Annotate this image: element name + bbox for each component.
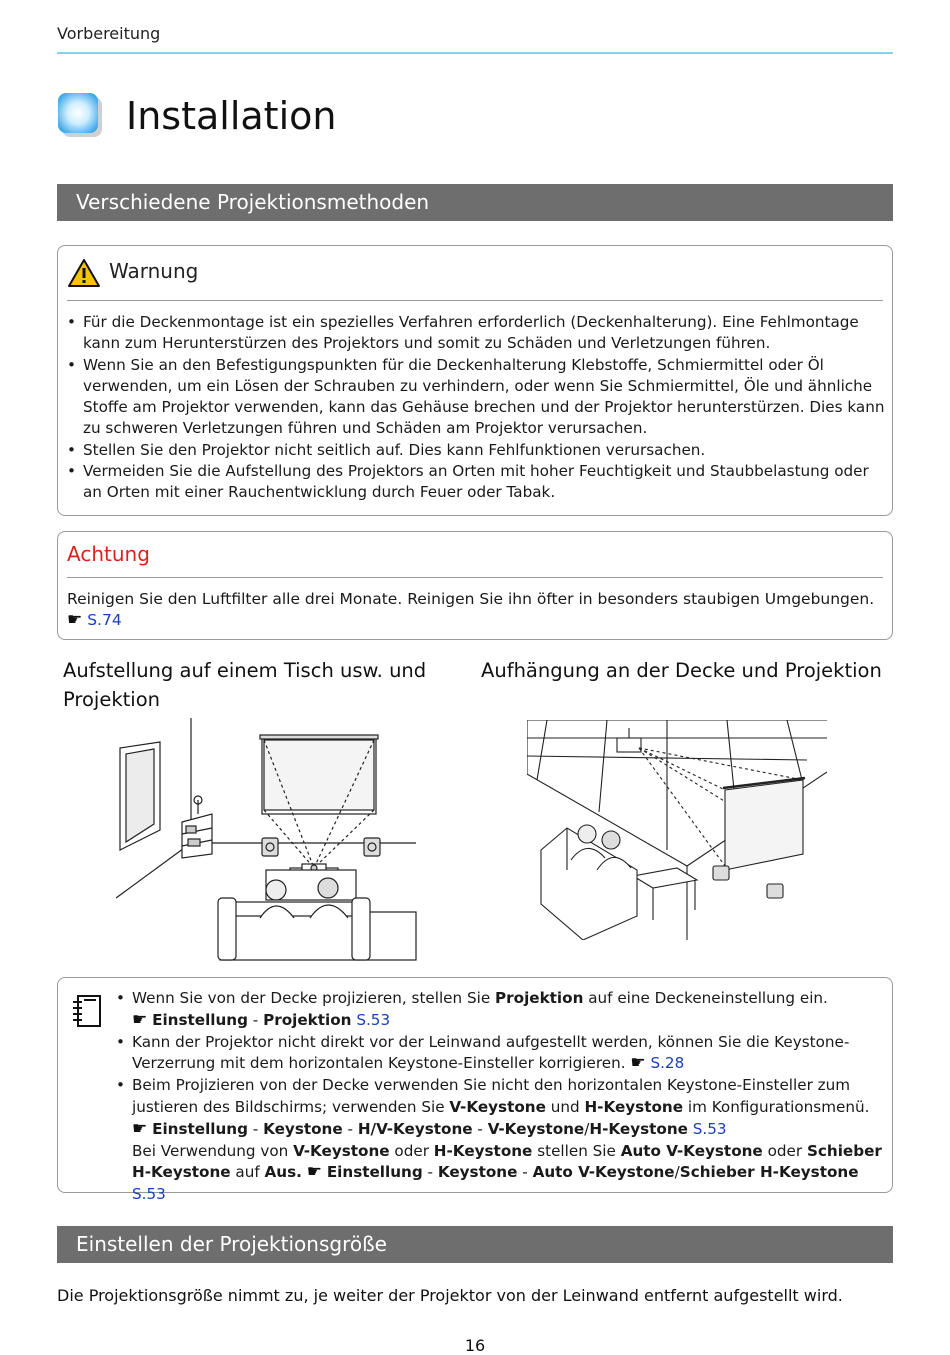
note-text: und — [545, 1097, 585, 1116]
menu-term: V-Keystone — [449, 1097, 546, 1116]
list-item: • Wenn Sie an den Befestigungspunkten für die Deckenhalterung Klebstoffe, Schmiermittel oder Öl verwenden, um ein Lösen der Schrauben zu verhindern, oder wenn Sie Schmiermittel, Öle und ähnliche Stoffe am Projektor verwenden, kann das Gehäuse brechen und der Projektor herunterstürzen. Dies kann zu schweren Verletzungen führen und Schäden am Projektor verursachen. — [67, 355, 885, 440]
page-reference-link[interactable]: S.74 — [87, 611, 122, 630]
warning-title: Warnung — [109, 259, 199, 283]
note-text: Bei Verwendung von — [132, 1141, 294, 1160]
list-item — [116, 1075, 886, 1206]
menu-term: Einstellung — [326, 1163, 423, 1182]
menu-term: H-Keystone — [433, 1141, 533, 1160]
note-text: Wenn Sie von der Decke projizieren, stellen Sie — [132, 989, 496, 1007]
page-reference-link[interactable]: S.53 — [692, 1119, 727, 1138]
page-number: 16 — [464, 1336, 486, 1355]
menu-term: Keystone — [437, 1163, 518, 1182]
menu-term: Schieber H-Keystone — [679, 1163, 859, 1182]
warning-list — [67, 312, 885, 504]
page-reference-link[interactable]: S.53 — [356, 1010, 391, 1029]
pointing-hand-icon: ☛ — [306, 1162, 322, 1183]
page-title: Installation — [126, 94, 337, 138]
pointing-hand-icon: ☛ — [67, 610, 83, 631]
page-reference-link[interactable]: S.53 — [132, 1185, 166, 1204]
caution-text — [67, 589, 885, 632]
chapter-header: Vorbereitung — [57, 24, 161, 43]
caution-box — [57, 531, 893, 640]
menu-term: H/V-Keystone — [357, 1119, 473, 1138]
list-item: • Für die Deckenmontage ist ein spezielles Verfahren erforderlich (Deckenhalterung). Eine Fehlmontage kann zum Herunterstürzen des Projektors und somit zu Schäden und Verletzungen führen. — [67, 312, 885, 355]
pointing-hand-icon: ☛ — [132, 1118, 148, 1139]
menu-separator: - — [247, 1119, 264, 1138]
menu-term: H-Keystone — [589, 1119, 688, 1138]
menu-separator: / — [674, 1163, 680, 1182]
menu-term: V-Keystone — [293, 1141, 390, 1160]
note-text: stellen Sie — [532, 1141, 621, 1160]
section-header-projection-size: Einstellen der Projektionsgröße — [57, 1226, 893, 1263]
body-paragraph: Die Projektionsgröße nimmt zu, je weiter der Projektor von der Leinwand entfernt aufgestellt wird. — [57, 1286, 843, 1305]
header-rule — [57, 52, 893, 54]
menu-term: H-Keystone — [584, 1097, 684, 1116]
menu-separator: - — [472, 1119, 488, 1138]
warning-divider — [67, 300, 883, 301]
note-text: auf — [230, 1163, 265, 1182]
menu-separator: - — [422, 1163, 438, 1182]
menu-term: Auto V-Keystone — [532, 1163, 675, 1182]
ceiling-projection-heading: Aufhängung an der Decke und Projektion — [481, 659, 882, 682]
menu-term: Projektion — [263, 1010, 352, 1029]
note-text: im Konfigurationsmenü. — [683, 1097, 870, 1116]
table-projection-heading: Aufstellung auf einem Tisch usw. und Projektion — [63, 659, 427, 711]
warning-box — [57, 245, 893, 516]
section-header-projection-methods: Verschiedene Projektionsmethoden — [57, 184, 893, 221]
note-text: Beim Projizieren von der Decke verwenden Sie nicht den horizontalen Keystone-Einsteller zum justieren des Bildschirms; verwenden Sie — [132, 1076, 851, 1116]
note-text: Kann der Projektor nicht direkt vor der Leinwand aufgestellt werden, können Sie die Keystone-Verzerrung mit dem horizontalen Keystone-Einsteller korrigieren. — [132, 1032, 850, 1073]
warning-icon — [67, 258, 101, 288]
list-item — [116, 1032, 886, 1076]
menu-separator: / — [584, 1119, 590, 1138]
note-text: oder — [762, 1141, 807, 1160]
menu-term: Einstellung — [152, 1010, 248, 1029]
menu-term: Aus. — [264, 1163, 302, 1182]
notepad-icon — [70, 992, 104, 1030]
note-text: oder — [389, 1141, 434, 1160]
list-item: • Stellen Sie den Projektor nicht seitlich auf. Dies kann Fehlfunktionen verursachen. — [67, 440, 885, 461]
menu-term: Projektion — [495, 989, 584, 1007]
notes-list — [116, 988, 886, 1206]
note-box — [57, 977, 893, 1204]
menu-term: Schieber H-Keystone — [132, 1141, 882, 1182]
page-reference-link[interactable]: S.28 — [650, 1054, 685, 1073]
note-text: auf eine Deckeneinstellung ein. — [583, 989, 828, 1007]
menu-term: Einstellung — [152, 1119, 248, 1138]
menu-term: Keystone — [263, 1119, 343, 1138]
pointing-hand-icon: ☛ — [132, 1009, 148, 1030]
menu-separator: - — [342, 1119, 358, 1138]
chapter-icon — [57, 92, 103, 138]
list-item — [116, 988, 886, 1032]
menu-separator: - — [247, 1010, 264, 1029]
menu-term: V-Keystone — [487, 1119, 585, 1138]
ceiling-projection-illustration — [527, 720, 827, 940]
caution-title: Achtung — [67, 542, 150, 566]
table-projection-illustration — [116, 718, 422, 964]
caution-divider — [67, 577, 883, 578]
menu-separator: - — [517, 1163, 533, 1182]
menu-term: Auto V-Keystone — [620, 1141, 763, 1160]
pointing-hand-icon: ☛ — [630, 1053, 646, 1074]
caution-body: Reinigen Sie den Luftfilter alle drei Monate. Reinigen Sie ihn öfter in besonders staubigen Umgebungen. — [67, 590, 875, 608]
list-item: • Vermeiden Sie die Aufstellung des Projektors an Orten mit hoher Feuchtigkeit und Staubbelastung oder an Orten mit einer Rauchentwicklung durch Feuer oder Tabak. — [67, 461, 885, 504]
